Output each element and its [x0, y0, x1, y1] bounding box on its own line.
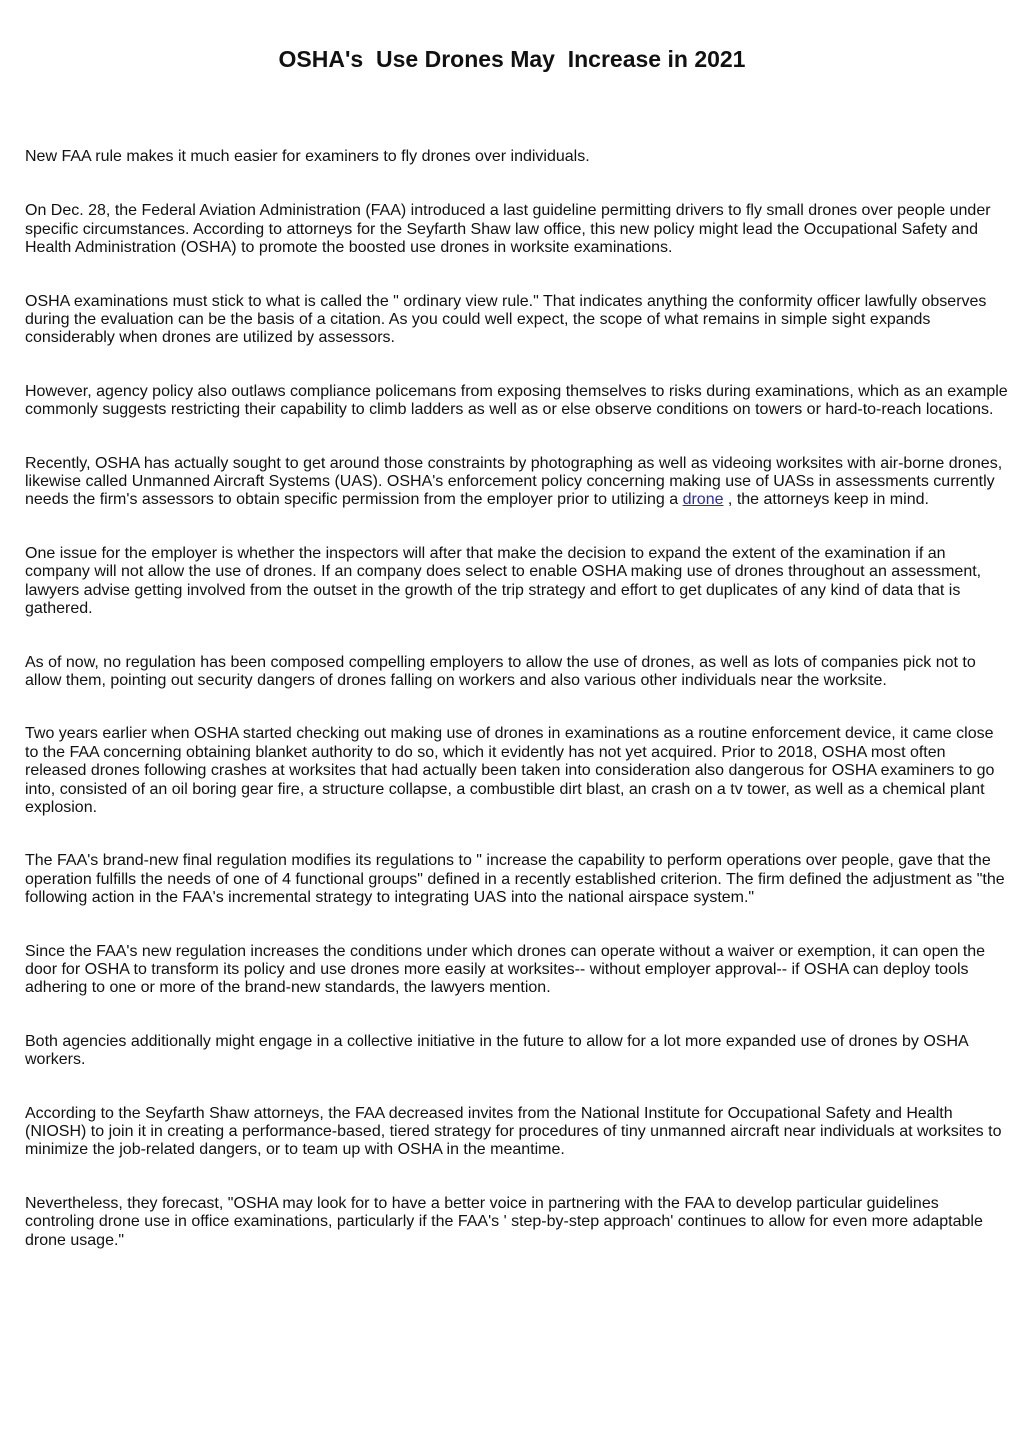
article-body [25, 148, 1010, 1285]
paragraph-6: One issue for the employer is whether the inspectors will after that make the decision to expand the extent of the examination if an company will not allow the use of drones. If an company does select to enable OSHA making use of drones throughout an assessment, lawyers advise getting involved from the outset in the growth of the trip strategy and effort to get duplicates of any kind of data that is gathered. [25, 544, 982, 618]
paragraph-9: The FAA's brand-new final regulation modifies its regulations to " increase the capability to perform operations over people, gave that the operation fulfills the needs of one of 4 functional groups" defined in a recently established criterion. The firm defined the adjustment as "the following action in the FAA's incremental strategy to integrating UAS into the national airspace system." [25, 852, 1005, 907]
paragraph-1: New FAA rule makes it much easier for examiners to fly drones over individuals. [25, 148, 590, 165]
paragraph-2: On Dec. 28, the Federal Aviation Administration (FAA) introduced a last guideline permitting drivers to fly small drones over people under specific circumstances. According to attorneys for the Seyfarth Shaw law office, this new policy might lead the Occupational Safety and Health Administration (OSHA) to promote the boosted use drones in worksite examinations. [25, 202, 991, 257]
paragraph-10: Since the FAA's new regulation increases the conditions under which drones can operate without a waiver or exemption, it can open the door for OSHA to transform its policy and use drones more easily at worksites-- without employer approval-- if OSHA can deploy tools adhering to one or more of the brand-new standards, the lawyers mention. [25, 942, 986, 997]
paragraph-4: However, agency policy also outlaws compliance policemans from exposing themselves to risks during examinations, which as an example commonly suggests restricting their capability to climb ladders as well as or else observe conditions on towers or hard-to-reach locations. [25, 382, 1008, 419]
page-title: OSHA's Use Drones May Increase in 2021 [278, 46, 746, 72]
drone-link[interactable]: drone [682, 491, 724, 509]
paragraph-3: OSHA examinations must stick to what is called the " ordinary view rule." That indicates anything the conformity officer lawfully observes during the evaluation can be the basis of a citation. As you could well expect, the scope of what remains in simple sight expands considerably when drones are utilized by assessors. [25, 292, 987, 347]
paragraph-7: As of now, no regulation has been composed compelling employers to allow the use of drones, as well as lots of companies pick not to allow them, pointing out security dangers of drones falling on workers and also various other individuals near the worksite. [25, 653, 976, 689]
paragraph-5-text-after: , the attorneys keep in mind. [723, 491, 929, 509]
paragraph-8: Two years earlier when OSHA started checking out making use of drones in examinations as a routine enforcement device, it came close to the FAA concerning obtaining blanket authority to do so, which it evidently has not yet acquired. Prior to 2018, OSHA most often released drones following crashes at worksites that had actually been taken into consideration also dangerous for OSHA examiners to go into, consisted of an oil boring gear fire, a structure collapse, a combustible dirt blast, an crash on a tv tower, as well as a chemical plant explosion. [25, 725, 995, 816]
paragraph-11: Both agencies additionally might engage in a collective initiative in the future to allow for a lot more expanded use of drones by OSHA workers. [25, 1032, 968, 1069]
paragraph-5-text-before: Recently, OSHA has actually sought to get around those constraints by photographing as well as videoing worksites with air-borne drones, likewise called Unmanned Aircraft Systems (UAS). OSHA's enforcement policy concerning making use of UASs in assessments currently needs the firm's assessors to obtain specific permission from the employer prior to utilizing a [25, 454, 1003, 509]
paragraph-5 [25, 455, 1010, 510]
paragraph-12: According to the Seyfarth Shaw attorneys, the FAA decreased invites from the National Institute for Occupational Safety and Health (NIOSH) to join it in creating a performance-based, tiered strategy for procedures of tiny unmanned aircraft near individuals at worksites to minimize the job-related dangers, or to team up with OSHA in the meantime. [25, 1104, 1002, 1159]
paragraph-13: Nevertheless, they forecast, "OSHA may look for to have a better voice in partnering with the FAA to develop particular guidelines controling drone use in office examinations, particularly if the FAA's ' step-by-step approach' continues to allow for even more adaptable drone usage." [25, 1194, 983, 1249]
